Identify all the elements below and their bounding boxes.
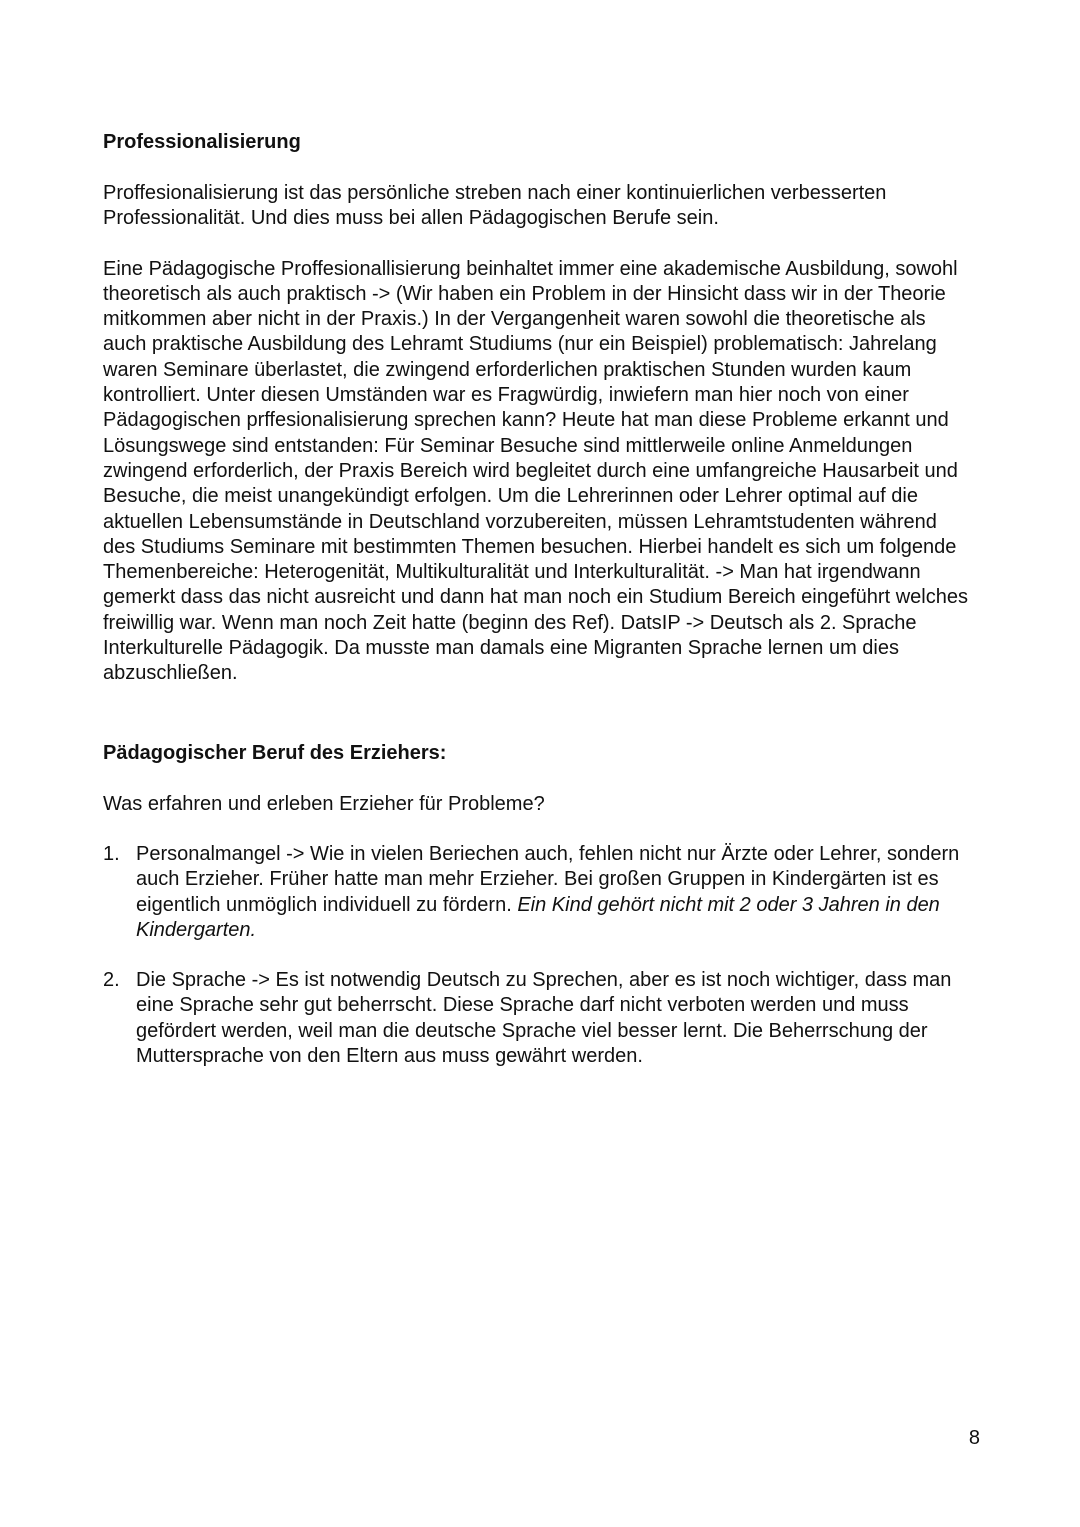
problem-list <box>103 842 973 1069</box>
list-item-number: 2. <box>103 969 120 992</box>
page-number: 8 <box>968 1427 980 1449</box>
paragraph-training: Eine Pädagogische Proffesionallisierung beinhaltet immer eine akademische Ausbildung, sowohl theoretisch als auch praktisch -> (Wir haben ein Problem in der Hinsicht dass wir in der Theorie mitkommen aber nicht in der Praxis.) In der Vergangenheit waren sowohl die theoretische als auch praktische Ausbildung des Lehramt Studiums (nur ein Beispiel) problematisch: Jahrelang waren Seminare überlastet, die zwingend erforderlichen praktischen Stunden wurden kaum kontrolliert. Unter diesen Umständen war es Fragwürdig, inwiefern man hier noch von einer Pädagogischen prffesionalisierung sprechen kann? Heute hat man diese Probleme erkannt und Lösungswege sind entstanden: Für Seminar Besuche sind mittlerweile online Anmeldungen zwingend erforderlich, der Praxis Bereich wird begleitet durch eine umfangreiche Hausarbeit und Besuche, die meist unangekündigt erfolgen. Um die Lehrerinnen oder Lehrer optimal auf die aktuellen Lebensumstände in Deutschland vorzubereiten, müssen Lehramtstudenten während des Studiums Seminare mit bestimmten Themen besuchen. Hierbei handelt es sich um folgende Themenbereiche: Heterogenität, Multikulturalität und Interkulturalität. -> Man hat irgendwann gemerkt dass das nicht ausreicht und dann hat man noch ein Studium Bereich eingeführt welches freiwillig war. Wenn man noch Zeit hatte (beginn des Ref). DatsIP -> Deutsch als 2. Sprache Interkulturelle Pädagogik. Da musste man damals eine Migranten Sprache lernen um dies abzuschließen. <box>103 257 968 685</box>
list-item <box>103 968 973 1069</box>
question-text: Was erfahren und erleben Erzieher für Probleme? <box>103 792 545 815</box>
list-item-italic-text: Ein Kind gehört nicht mit 2 oder 3 Jahren in den Kindergarten. <box>136 893 940 941</box>
section-title-professionalisierung: Professionalisierung <box>103 131 301 153</box>
document-page <box>103 128 973 1094</box>
section-title-erzieher: Pädagogischer Beruf des Erziehers: <box>103 741 447 764</box>
list-item-text: Die Sprache -> Es ist notwendig Deutsch zu Sprechen, aber es ist noch wichtiger, dass man eine Sprache sehr gut beherrscht. Diese Sprache darf nicht verboten werden und muss gefördert werden, weil man die deutsche Sprache viel besser lernt. Die Beherrschung der Muttersprache von den Eltern aus muss gewährt werden. <box>136 969 952 1068</box>
list-item-text: Personalmangel -> Wie in vielen Beriechen auch, fehlen nicht nur Ärzte oder Lehrer, sondern auch Erzieher. Früher hatte man mehr Erzieher. Bei großen Gruppen in Kindergärten ist es eigentlich unmöglich individuell zu fördern. <box>136 842 960 916</box>
list-item <box>103 842 973 943</box>
list-item-number: 1. <box>103 842 120 865</box>
paragraph-definition: Proffesionalisierung ist das persönliche streben nach einer kontinuierlichen verbesserten Professionalität. Und dies muss bei allen Pädagogischen Berufe sein. <box>103 182 887 230</box>
